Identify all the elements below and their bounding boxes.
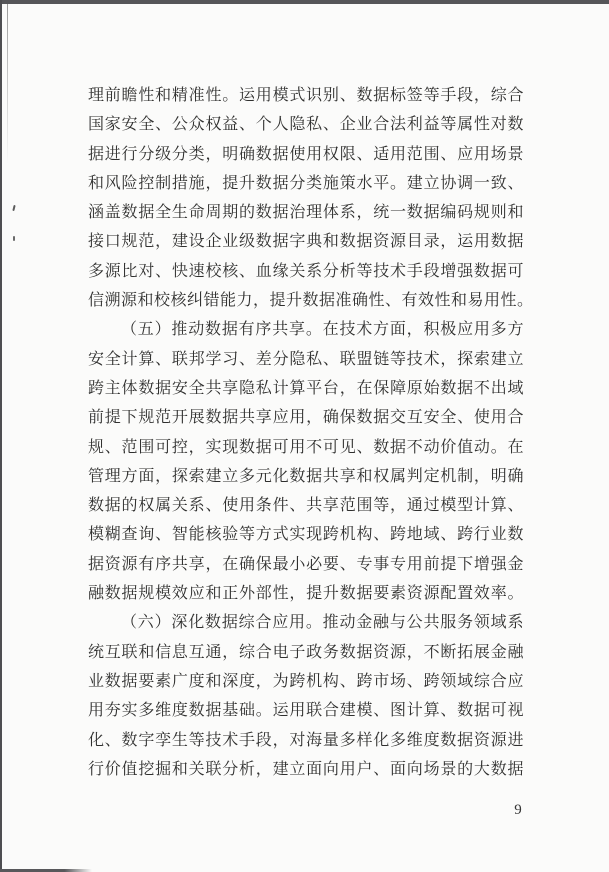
- text-line: 和风险控制措施，提升数据分类施策水平。建立协调一致、: [88, 174, 524, 192]
- text-line: 业数据要素广度和深度，为跨机构、跨市场、跨领域综合应: [88, 672, 524, 690]
- text-line: 行价值挖掘和关联分析，建立面向用户、面向场景的大数据: [88, 760, 524, 778]
- scan-left-edge-faint: [7, 4, 8, 164]
- text-line: 用夯实多维度数据基础。运用联合建模、图计算、数据可视: [88, 702, 524, 720]
- text-line: 统互联和信息互通，综合电子政务数据资源，不断拓展金融: [88, 643, 524, 661]
- text-line: 据进行分级分类，明确数据使用权限、适用范围、应用场景: [88, 145, 524, 163]
- scan-top-edge: [0, 0, 609, 4]
- text-line: 规、范围可控，实现数据可用不可见、数据不动价值动。在: [88, 438, 524, 456]
- text-line: 数据的权属关系、使用条件、共享范围等，通过模型计算、: [88, 497, 524, 515]
- text-line: 模糊查询、智能核验等方式实现跨机构、跨地域、跨行业数: [88, 526, 524, 544]
- document-text-block: [88, 81, 534, 784]
- scan-speck: [12, 205, 15, 211]
- text-line: 化、数字孪生等技术手段，对海量多样化多维度数据资源进: [88, 731, 524, 749]
- page-number: 9: [514, 802, 522, 818]
- text-line: 国家安全、公众权益、个人隐私、企业合法利益等属性对数: [88, 116, 524, 134]
- text-line: 多源比对、快速校核、血缘关系分析等技术手段增强数据可: [88, 262, 524, 280]
- text-line: 接口规范，建设企业级数据字典和数据资源目录，运用数据: [88, 233, 524, 251]
- text-line: 理前瞻性和精准性。运用模式识别、数据标签等手段，综合: [88, 87, 524, 104]
- scan-speck: [13, 236, 15, 241]
- paragraph-start-line: （五）推动数据有序共享。在技术方面，积极应用多方: [121, 321, 524, 339]
- text-line: 涵盖数据全生命周期的数据治理体系，统一数据编码规则和: [88, 204, 524, 222]
- scan-left-edge: [0, 0, 2, 872]
- text-line: 据资源有序共享，在确保最小必要、专事专用前提下增强金: [88, 555, 524, 573]
- paragraph-start-line: （六）深化数据综合应用。推动金融与公共服务领域系: [121, 614, 524, 632]
- text-line: 前提下规范开展数据共享应用，确保数据交互安全、使用合: [88, 409, 524, 427]
- text-line: 信溯源和校核纠错能力，提升数据准确性、有效性和易用性。: [88, 292, 534, 310]
- text-line: 管理方面，探索建立多元化数据共享和权属判定机制，明确: [88, 467, 524, 485]
- text-line: 安全计算、联邦学习、差分隐私、联盟链等技术，探索建立: [88, 350, 524, 368]
- text-line: 融数据规模效应和正外部性，提升数据要素资源配置效率。: [88, 585, 524, 603]
- text-line: 跨主体数据安全共享隐私计算平台，在保障原始数据不出域: [88, 379, 524, 397]
